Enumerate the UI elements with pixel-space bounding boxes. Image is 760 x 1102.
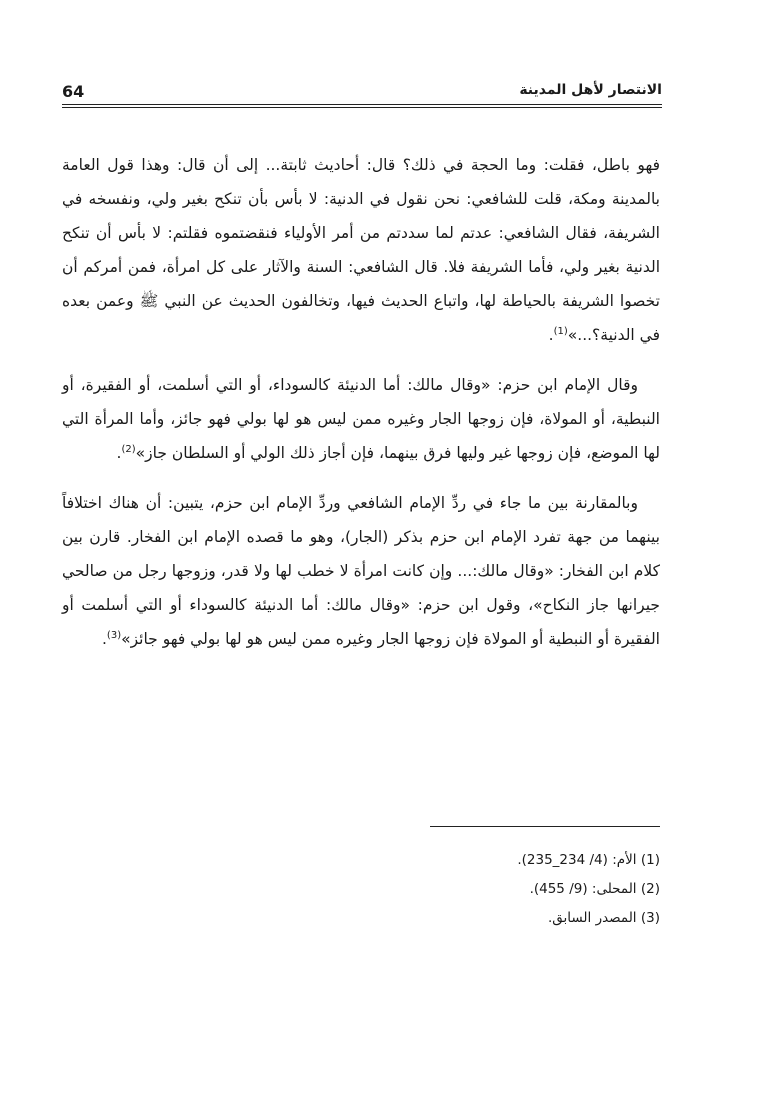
footnote-rule xyxy=(430,826,660,827)
footnote-ref-1: (1) xyxy=(553,325,568,337)
paragraph-2-end: . xyxy=(116,444,122,462)
paragraph-2 xyxy=(62,368,660,470)
page-number: 64 xyxy=(62,82,85,101)
page-header xyxy=(62,82,662,106)
footnote-ref-2: (2) xyxy=(121,443,136,455)
paragraph-1-text: فهو باطل، فقلت: وما الحجة في ذلك؟ قال: أحاديث ثابتة... إلى أن قال: وهذا قول العامة بالمدينة ومكة، قلت للشافعي: نحن نقول في الدنية: لا بأس بأن تنكح بغير ولي، ونفسخه في الشريفة، فقال الشافعي: عدتم لما سددتم من أمر الأولياء فنقضتموه فقلتم: لا بأس أن تنكح الدنية بغير ولي، فأما الشريفة فلا. قال الشافعي: السنة والآثار على كل امرأة، فمن أمركم أن تخصوا الشريفة بالحياطة لها، واتباع الحديث فيها، وتخالفون الحديث عن النبي ﷺ وعمن بعده في الدنية؟...» xyxy=(62,156,660,344)
footnote-ref-3: (3) xyxy=(106,629,122,641)
header-rule xyxy=(62,104,662,108)
footnote-2: (2) المحلى: (9/ 455). xyxy=(529,881,660,897)
paragraph-3-text: وبالمقارنة بين ما جاء في ردِّ الإمام الشافعي وردِّ الإمام ابن حزم، يتبين: أن هناك اختلافاً بينهما من جهة تفرد الإمام ابن حزم بذكر (الجار)، وهو ما قصده الإمام ابن الفخار. قارن بين كلام ابن الفخار: «وقال مالك:... وإن كانت امرأة لا خطب لها ولا قدر، وزوجها رجل من صالحي جيرانها جاز النكاح»، وقول ابن حزم: «وقال مالك: أما الدنيئة كالسوداء أو التي أسلمت أو الفقيرة أو النبطية أو المولاة فإن زوجها الجار وغيره ممن ليس هو لها بولي فهو جائز» xyxy=(62,494,660,648)
paragraph-2-text: وقال الإمام ابن حزم: «وقال مالك: أما الدنيئة كالسوداء، أو التي أسلمت، أو الفقيرة، أو النبطية، أو المولاة، فإن زوجها الجار وغيره ممن ليس هو لها بولي فهو جائز، وأما المرأة التي لها الموضع، فإن زوجها غير وليها فرق بينهما، فإن أجاز ذلك الولي أو السلطان جاز» xyxy=(62,376,660,462)
footnote-3: (3) المصدر السابق. xyxy=(547,910,660,926)
footnote-1: (1) الأم: (4/ 234_235). xyxy=(517,852,660,868)
paragraph-1-end: . xyxy=(548,326,554,344)
running-title: الانتصار لأهل المدينة xyxy=(519,82,662,98)
footnotes xyxy=(62,846,660,933)
paragraph-1 xyxy=(62,148,660,352)
paragraph-3 xyxy=(62,486,660,656)
paragraph-3-end: . xyxy=(101,630,107,648)
body-text xyxy=(62,148,660,672)
